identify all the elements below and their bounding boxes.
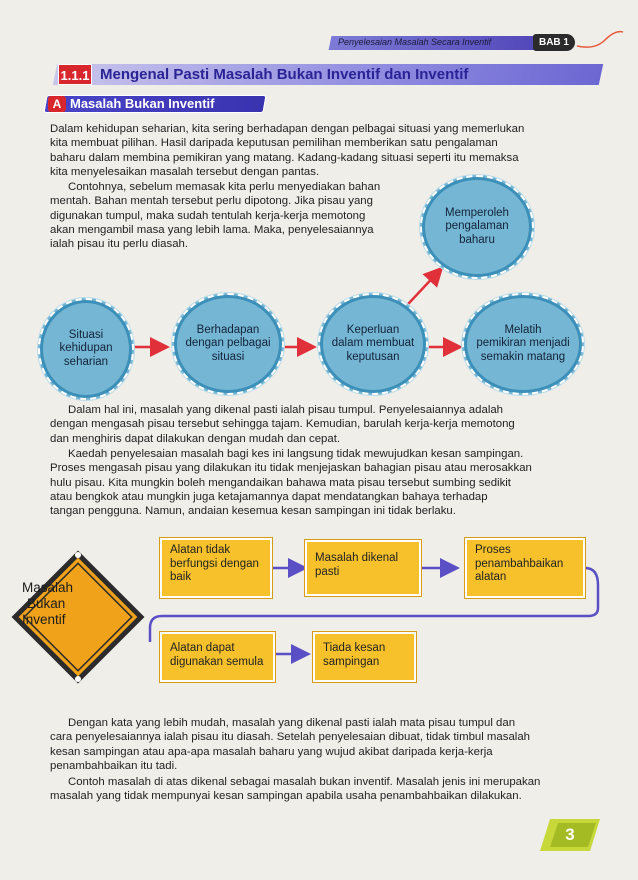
- text-line: Kaedah penyelesaian masalah bagi kes ini langsung tidak mewujudkan kesan sampingan.: [68, 448, 524, 460]
- text-line: hulu pisau. Kita mungkin boleh mengandaikan bahawa mata pisau tersebut sumbing sedikit: [50, 476, 511, 489]
- text-line: Proses mengasah pisau yang dilakukan itu tidak menjejaskan bahagian pisau atau merosakkan: [50, 462, 532, 475]
- text-line: digunakan tumpul, maka sudah tentulah kerja-kerja memotong: [50, 209, 366, 222]
- box-tiada-kesan: Tiada kesan sampingan: [313, 632, 416, 682]
- warning-sign-label: Masalah Bukan Inventif: [22, 580, 74, 627]
- text-line: mentah. Bahan mentah tersebut perlu dipotong. Jika pisau yang: [50, 195, 373, 208]
- decorative-curve: [575, 28, 625, 58]
- text-line: Dalam hal ini, masalah yang dikenal pasti ialah pisau tumpul. Penyelesaiannya adalah: [68, 404, 504, 416]
- paragraph-6: [50, 775, 610, 804]
- paragraph-3: [50, 403, 605, 446]
- text-line: dengan mengasah pisau tersebut sehingga tajam. Kemudian, barulah kerja-kerja memotong: [50, 418, 515, 431]
- text-line: dan menghiris dapat dilakukan dengan mudah dan cepat.: [50, 432, 341, 445]
- text-line: Contohnya, sebelum memasak kita perlu menyediakan bahan: [68, 181, 381, 193]
- text-line: Dalam kehidupan seharian, kita sering berhadapan dengan pelbagai situasi yang memerlukan: [50, 123, 525, 135]
- text-line: Contoh masalah di atas dikenal sebagai masalah bukan inventif. Masalah jenis ini merupakan: [68, 776, 541, 788]
- text-line: cara penyelesaiannya ialah pisau itu diasah. Setelah penyelesaian dibuat, tidak timbul masalah: [50, 731, 530, 744]
- cloud-keperluan: Keperluan dalam membuat keputusan: [318, 293, 428, 395]
- text-line: akan mengambil masa yang lebih lama. Maka, penyelesaiannya: [50, 223, 374, 236]
- box-alatan-tidak: Alatan tidak berfungsi dengan baik: [160, 538, 272, 598]
- box-masalah-dikenal: Masalah dikenal pasti: [305, 540, 421, 596]
- text-line: kita menyelesaikan masalah tersebut dengan pantas.: [50, 165, 320, 178]
- chapter-badge: BAB 1: [533, 34, 575, 51]
- text-line: Dengan kata yang lebih mudah, masalah yang dikenal pasti ialah mata pisau tumpul dan: [68, 717, 516, 729]
- cloud-melatih: Melatih pemikiran menjadi semakin matang: [462, 293, 584, 395]
- cloud-berhadapan: Berhadapan dengan pelbagai situasi: [172, 293, 284, 395]
- text-line: masalah yang tidak mempunyai kesan sampingan apabila usaha penambahbaikan dilakukan.: [50, 790, 522, 803]
- paragraph-5: [50, 716, 610, 773]
- text-line: kesan sampingan atau apa-apa masalah baharu yang wujud akibat daripada kerja-kerja: [50, 745, 493, 758]
- text-line: tangan pengguna. Namun, andaian kesemua kesan sampingan ini tidak berlaku.: [50, 505, 456, 518]
- cloud-memperoleh: Memperoleh pengalaman baharu: [420, 175, 534, 279]
- subsection-letter: A: [48, 96, 66, 112]
- text-line: penambahbaikan itu tadi.: [50, 759, 178, 772]
- cloud-situasi: Situasi kehidupan seharian: [38, 298, 134, 400]
- text-line: ialah pisau itu perlu diasah.: [50, 238, 189, 251]
- subsection-title: Masalah Bukan Inventif: [70, 96, 215, 111]
- running-title: Penyelesaian Masalah Secara Inventif: [338, 37, 492, 47]
- box-alatan-dapat: Alatan dapat digunakan semula: [160, 632, 275, 682]
- text-line: kita membuat pilihan. Hasil daripada keputusan pemilihan memberikan satu pengalaman: [50, 137, 498, 150]
- text-line: baharu dalam membina pemikiran yang matang. Kadang-kadang situasi seperti itu memaksa: [50, 151, 519, 164]
- section-number: 1.1.1: [58, 64, 92, 85]
- box-proses: Proses penambahbaikan alatan: [465, 538, 585, 598]
- text-line: atau bengkok atau mungkin juga ketajamannya dapat mendatangkan bahaya terhadap: [50, 490, 488, 503]
- section-title: Mengenal Pasti Masalah Bukan Inventif dan Inventif: [100, 66, 469, 83]
- paragraph-4: [50, 447, 610, 518]
- page-number: 3: [565, 825, 575, 844]
